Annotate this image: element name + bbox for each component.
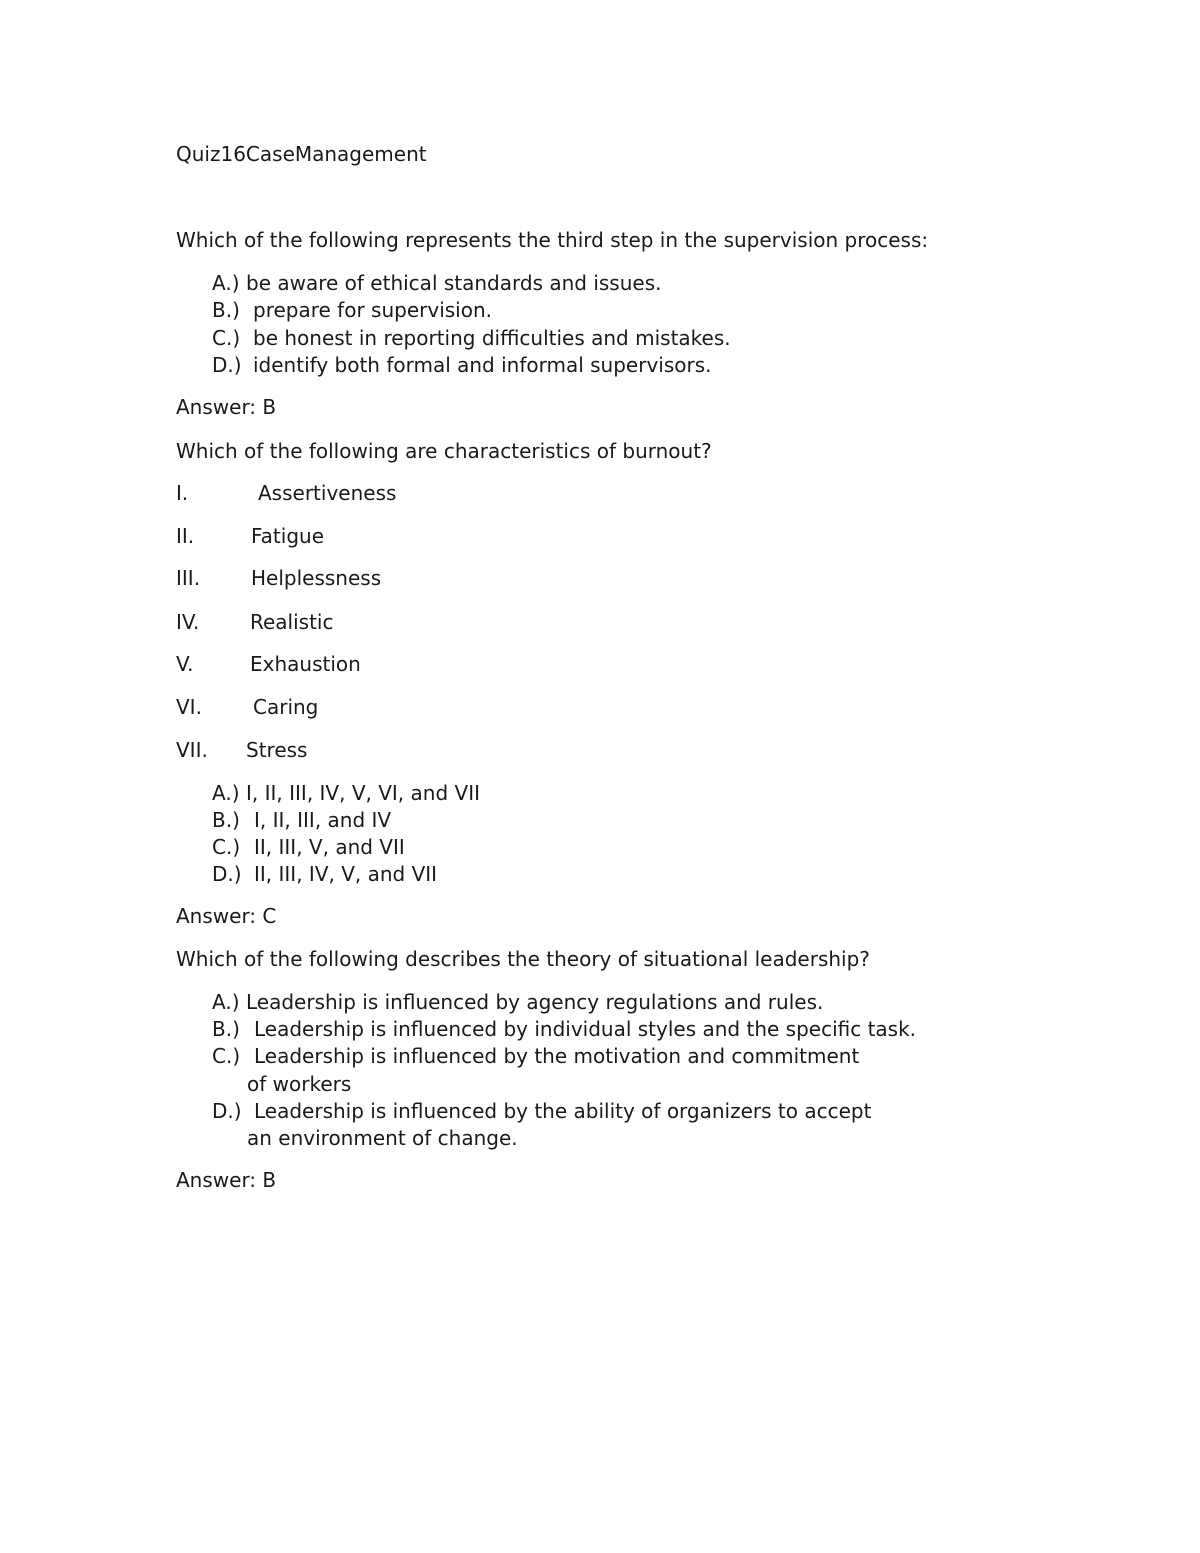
roman-numeral: I.: [176, 481, 189, 505]
q3-option-d-text: Leadership is influenced by the ability of organizers to accept: [254, 1099, 872, 1123]
roman-numeral: VI.: [176, 695, 202, 719]
q2-option-b-label: B.): [212, 808, 240, 832]
question-2-text: Which of the following are characteristics of burnout?: [176, 439, 712, 463]
q3-option-c-label: C.): [212, 1044, 241, 1068]
roman-numeral: II.: [176, 524, 195, 548]
q1-option-a-label: A.): [212, 271, 240, 295]
roman-numeral: VII.: [176, 738, 208, 762]
q2-option-a-label: A.): [212, 781, 240, 805]
q2-option-a-text: I, II, III, IV, V, VI, and VII: [246, 781, 480, 805]
q3-option-b-text: Leadership is influenced by individual styles and the specific task.: [254, 1017, 917, 1041]
burnout-item: Exhaustion: [250, 652, 361, 676]
q2-option-b-text: I, II, III, and IV: [254, 808, 392, 832]
q2-option-c-label: C.): [212, 835, 241, 859]
q3-option-d-label: D.): [212, 1099, 242, 1123]
document-title: Quiz16CaseManagement: [176, 142, 427, 166]
q3-option-c-text: Leadership is influenced by the motivation and commitment: [254, 1044, 860, 1068]
question-2-answer: Answer: C: [176, 904, 277, 928]
question-1-text: Which of the following represents the third step in the supervision process:: [176, 228, 929, 252]
q2-option-d-label: D.): [212, 862, 242, 886]
q3-option-a-label: A.): [212, 990, 240, 1014]
q1-option-d-text: identify both formal and informal supervisors.: [253, 353, 712, 377]
question-3-answer: Answer: B: [176, 1168, 277, 1192]
question-3-text: Which of the following describes the theory of situational leadership?: [176, 947, 870, 971]
q1-option-b-text: prepare for supervision.: [253, 298, 492, 322]
q3-option-a-text: Leadership is influenced by agency regulations and rules.: [246, 990, 824, 1014]
q1-option-d-label: D.): [212, 353, 242, 377]
burnout-item: Realistic: [250, 610, 334, 634]
question-1-answer: Answer: B: [176, 395, 277, 419]
q1-option-c-label: C.): [212, 326, 241, 350]
q3-option-b-label: B.): [212, 1017, 240, 1041]
q2-option-d-text: II, III, IV, V, and VII: [254, 862, 438, 886]
burnout-item: Stress: [246, 738, 308, 762]
roman-numeral: IV.: [176, 610, 200, 634]
q3-option-c-continuation: of workers: [247, 1072, 352, 1096]
burnout-item: Caring: [253, 695, 319, 719]
roman-numeral: III.: [176, 566, 201, 590]
q2-option-c-text: II, III, V, and VII: [254, 835, 405, 859]
q3-option-d-continuation: an environment of change.: [247, 1126, 518, 1150]
burnout-item: Helplessness: [251, 566, 382, 590]
burnout-item: Assertiveness: [258, 481, 397, 505]
q1-option-c-text: be honest in reporting difficulties and mistakes.: [253, 326, 731, 350]
q1-option-a-text: be aware of ethical standards and issues.: [246, 271, 662, 295]
burnout-item: Fatigue: [251, 524, 324, 548]
q1-option-b-label: B.): [212, 298, 240, 322]
roman-numeral: V.: [176, 652, 194, 676]
